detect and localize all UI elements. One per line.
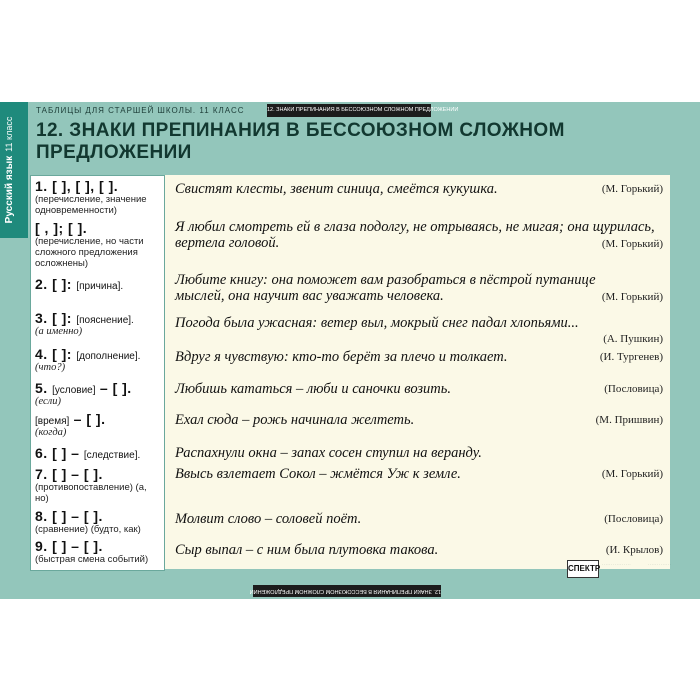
rule-note — [35, 396, 159, 407]
title-line-2: ПРЕДЛОЖЕНИИ — [36, 142, 192, 163]
rule-note-text: (а именно) — [35, 326, 83, 337]
example-author: (М. Горький) — [601, 238, 663, 250]
rule-note-text: (если) — [35, 396, 62, 407]
side-tab-grade: 11 класс — [4, 116, 14, 152]
rule-note — [35, 362, 159, 373]
rule-2 — [35, 276, 159, 292]
example-author: (Пословица) — [604, 513, 663, 525]
rule-note: (перечисление, но части сложного предложения осложнены) — [35, 236, 144, 269]
rule-formula — [35, 346, 159, 362]
rule-note-text: (когда) — [35, 427, 67, 438]
example-10 — [175, 511, 663, 527]
rule-4 — [35, 346, 159, 373]
example-author: (М. Пришвин) — [595, 414, 663, 426]
example-3 — [175, 272, 663, 304]
poster — [0, 102, 700, 599]
rule-note: (быстрая смена событий) — [35, 554, 149, 565]
rule-formula — [35, 411, 159, 427]
rule-8 — [35, 508, 159, 535]
example-author: (М. Горький) — [601, 183, 663, 195]
example-text: Любишь кататься – люби и саночки возить. — [175, 381, 451, 397]
rule-formula-inner: [условие] — [52, 385, 96, 396]
example-5 — [175, 349, 663, 365]
rule-formula — [35, 276, 159, 292]
rule-formula: 1. [ ], [ ], [ ]. — [35, 178, 119, 194]
scheme-panel — [30, 175, 165, 571]
rule-5 — [35, 380, 159, 407]
example-11 — [175, 542, 663, 558]
example-text: Погода была ужасная: ветер выл, мокрый снег падал хлопьями... — [175, 315, 579, 331]
rule-formula-inner: [пояснение]. — [76, 315, 134, 326]
rule-formula-start: 6. [ ] – — [35, 445, 84, 461]
top-bar: 12. ЗНАКИ ПРЕПИНАНИЯ В БЕССОЮЗНОМ СЛОЖНОМ ПРЕДЛОЖЕНИИ — [267, 104, 431, 117]
example-2 — [175, 219, 663, 251]
side-tab-subject: Русский язык — [4, 155, 15, 224]
rule-9 — [35, 538, 159, 565]
rule-5b — [35, 411, 159, 438]
rule-formula — [35, 310, 159, 326]
example-text: Молвит слово – соловей поёт. — [175, 511, 362, 527]
title-line-1: 12. ЗНАКИ ПРЕПИНАНИЯ В БЕССОЮЗНОМ СЛОЖНОМ — [36, 120, 565, 141]
rule-formula-inner: [следствие]. — [83, 450, 141, 461]
example-author: (М. Горький) — [601, 468, 663, 480]
rule-formula — [35, 445, 159, 461]
example-author: (И. Тургенев) — [599, 351, 663, 363]
example-text: Сыр выпал – с ним была плутовка такова. — [175, 542, 439, 558]
rule-formula-end: – [ ]. — [95, 380, 132, 396]
rule-3 — [35, 310, 159, 337]
example-text: Ехал сюда – рожь начинала желтеть. — [175, 412, 415, 428]
rule-1b — [35, 220, 159, 269]
example-text: Вдруг я чувствую: кто-то берёт за плечо и толкает. — [175, 349, 508, 365]
example-text: Я любил смотреть ей в глаза подолгу, не отрываясь, не мигая; она щурилась, вертела головой. — [175, 219, 655, 251]
rule-6 — [35, 445, 159, 461]
bottom-bar: 12. ЗНАКИ ПРЕПИНАНИЯ В БЕССОЮЗНОМ СЛОЖНОМ ПРЕДЛОЖЕНИИ — [253, 585, 441, 597]
rule-note — [35, 427, 159, 438]
rule-note — [35, 326, 159, 337]
imprint-text-2: · · · · · · · · · · · · · — [648, 562, 671, 566]
rule-note: (перечисление, значение одновременности) — [35, 194, 147, 216]
example-author: (И. Крылов) — [605, 544, 663, 556]
example-7 — [175, 412, 663, 428]
example-4 — [175, 315, 663, 345]
side-tab — [0, 102, 28, 238]
rule-formula-inner: [дополнение]. — [76, 351, 141, 362]
publisher-logo: СПЕКТР — [567, 560, 599, 578]
rule-formula-inner: [причина]. — [76, 281, 124, 292]
example-text: Любите книгу: она поможет вам разобраться в пёстрой путанице мыслей, она научит вас уважать человека. — [175, 272, 596, 304]
imprint-text: · · · · · · · · · · · · · · · · — [602, 562, 631, 566]
rule-formula: 7. [ ] – [ ]. — [35, 466, 103, 482]
rule-formula: 9. [ ] – [ ]. — [35, 538, 103, 554]
rule-formula-end: – [ ]. — [69, 411, 106, 427]
rule-1 — [35, 178, 159, 216]
rule-formula — [35, 380, 159, 396]
example-author: (М. Горький) — [601, 291, 663, 303]
rule-note-text: (что?) — [35, 362, 66, 373]
example-author: (А. Пушкин) — [603, 333, 663, 345]
example-6 — [175, 381, 663, 397]
rule-formula-start: 2. [ ]: — [35, 276, 77, 292]
page-title — [36, 120, 656, 164]
series-label: ТАБЛИЦЫ ДЛЯ СТАРШЕЙ ШКОЛЫ. 11 КЛАСС — [36, 106, 245, 115]
rule-note: (сравнение) (будто, как) — [35, 524, 141, 535]
example-1 — [175, 181, 663, 197]
example-9 — [175, 466, 663, 482]
example-text: Свистят клесты, звенит синица, смеётся кукушка. — [175, 181, 498, 197]
example-text: Ввысь взлетает Сокол – жмётся Уж к земле. — [175, 466, 461, 482]
rule-formula-start: 3. [ ]: — [35, 310, 77, 326]
example-text: Распахнули окна – запах сосен ступил на веранду. — [175, 445, 482, 461]
side-tab-text — [4, 107, 26, 233]
examples-panel — [165, 175, 670, 569]
rule-formula: [ , ]; [ ]. — [35, 220, 88, 236]
rule-formula-start: 4. [ ]: — [35, 346, 77, 362]
rule-formula: 8. [ ] – [ ]. — [35, 508, 103, 524]
example-author: (Пословица) — [604, 383, 663, 395]
rule-note: (противопоставление) (а, но) — [35, 482, 147, 504]
rule-7 — [35, 466, 159, 504]
example-8 — [175, 445, 663, 461]
rule-formula-start: 5. — [35, 380, 53, 396]
rule-formula-inner: [время] — [35, 416, 70, 427]
